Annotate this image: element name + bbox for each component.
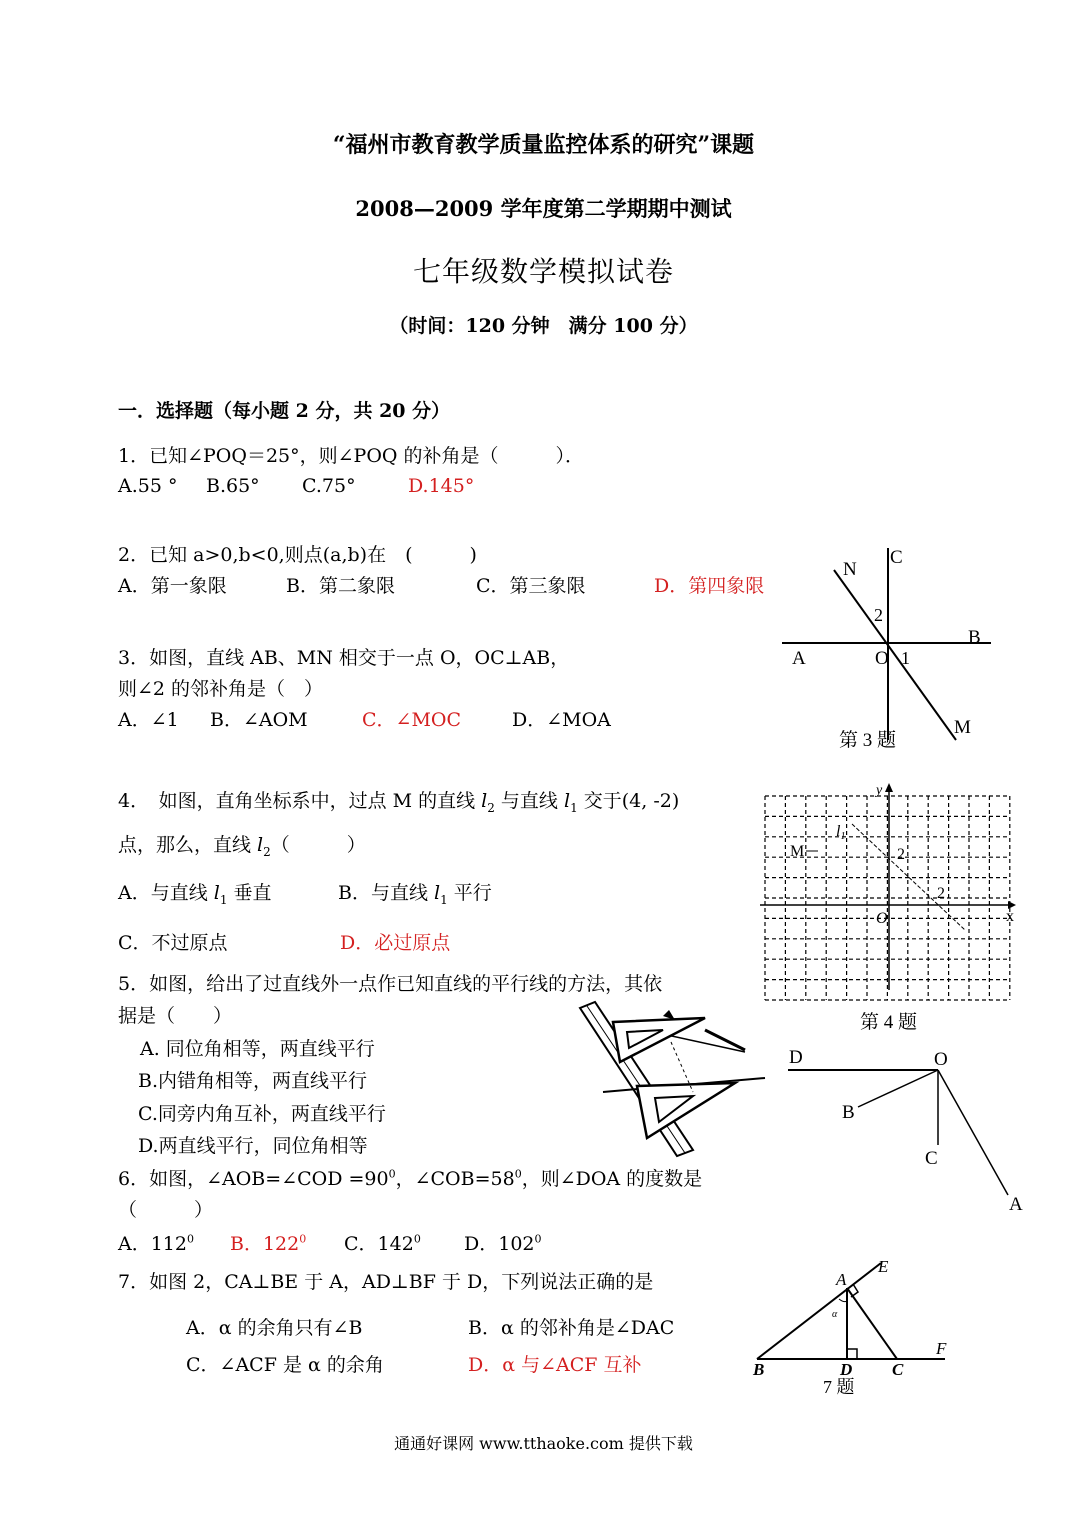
q6-option-text: C．142: [344, 1233, 414, 1255]
label-f: F: [936, 1339, 947, 1358]
q4-l2-sub: 2: [263, 844, 271, 859]
q4-text: B．与直线: [338, 882, 435, 904]
ray-ob: [858, 1070, 938, 1107]
q4-text: 点，那么，直线: [118, 834, 258, 856]
q7-caption: 7 题: [823, 1377, 855, 1397]
q2-option-b: B．第二象限: [286, 575, 395, 597]
q2-stem: 2．已知 a>0,b<0,则点(a,b)在 ( ): [118, 544, 477, 566]
q6-stem-line2: （ ）: [118, 1199, 214, 1221]
q4-text: 交于(4, -2): [577, 790, 680, 812]
right-angle-d: [847, 1349, 857, 1359]
q2-options: [118, 571, 764, 598]
q7-figure: [745, 1255, 955, 1400]
q4-text: A．与直线: [118, 882, 214, 904]
q4-l1: l: [434, 882, 441, 904]
q1-stem: 1．已知∠POQ＝25°，则∠POQ 的补角是（ ）．: [118, 445, 585, 467]
label-origin: O: [876, 910, 888, 927]
q4-l2-sub: 2: [487, 800, 495, 815]
label-l1: [836, 823, 845, 842]
label-x: x: [1006, 908, 1014, 925]
ray-oa: [938, 1070, 1008, 1195]
label-l1-sub: 1: [840, 831, 846, 842]
grid: [765, 796, 1010, 1000]
label-c: C: [892, 1360, 904, 1379]
label-d: D: [840, 1360, 853, 1379]
q6-option-text: D．102: [464, 1233, 535, 1255]
label-angle-2: 2: [874, 605, 883, 625]
q7-option-d: D．α 与∠ACF 互补: [468, 1354, 642, 1376]
label-b: B: [842, 1102, 855, 1123]
q3-stem-line1: 3．如图，直线 AB、MN 相交于一点 O，OC⊥AB，: [118, 647, 570, 669]
q5-option-d: D.两直线平行，同位角相等: [138, 1135, 368, 1157]
q4-text: 平行: [447, 882, 492, 904]
label-o: O: [934, 1049, 948, 1070]
label-l1-text: l: [836, 823, 841, 840]
q7-option-c: C．∠ACF 是 α 的余角: [186, 1354, 384, 1376]
q7-stem: 7．如图 2，CA⊥BE 于 A，AD⊥BF 于 D，下列说法正确的是: [118, 1271, 654, 1293]
q6-option-a: [118, 1229, 230, 1256]
q6-option-text: B．122: [230, 1233, 300, 1255]
q4-l2: l: [481, 790, 488, 812]
q5-option-c: C.同旁内角互补，两直线平行: [138, 1103, 386, 1125]
q3-option-c: C．∠MOC: [362, 709, 462, 731]
q3-option-d: D．∠MOA: [512, 709, 611, 731]
q6-options: [118, 1229, 542, 1256]
label-c: C: [890, 547, 903, 568]
q6-option-d: [464, 1229, 542, 1256]
q4-l1: l: [213, 882, 220, 904]
label-m: M: [954, 717, 971, 738]
label-a: A: [792, 648, 806, 669]
degree-sup: 0: [534, 1232, 542, 1246]
q6-text: 6．如图，∠AOB=∠COD =90: [118, 1168, 389, 1190]
y-arrow-icon: [885, 783, 893, 792]
label-x-2: 2: [937, 885, 945, 902]
header-line2: 2008—2009 学年度第二学期期中测试: [355, 196, 732, 221]
q3-option-a: A．∠1: [118, 709, 179, 731]
label-d: D: [789, 1047, 803, 1068]
q4-figure: [760, 780, 1025, 1040]
q4-l1: l: [563, 790, 571, 812]
q5-figure: [575, 1000, 770, 1160]
degree-sup: 0: [187, 1232, 194, 1246]
q5-stem-line2: 据是（ ）: [118, 1005, 233, 1027]
q3-options: [118, 705, 611, 732]
label-y-2: 2: [897, 846, 905, 863]
q3-caption: 第 3 题: [839, 730, 897, 751]
q5-option-b: B.内错角相等，两直线平行: [138, 1070, 368, 1092]
q4-text: 4． 如图，直角坐标系中，过点 M 的直线: [118, 790, 482, 812]
q4-option-a: [118, 878, 338, 907]
q4-l2: l: [257, 834, 264, 856]
q4-caption: 第 4 题: [860, 1012, 918, 1033]
label-a: A: [1009, 1194, 1023, 1215]
label-alpha: α: [832, 1309, 838, 1320]
q4-text: 与直线: [494, 790, 564, 812]
q2-option-a: A．第一象限: [118, 575, 227, 597]
q4-text: （ ）: [270, 834, 366, 856]
q4-l1-sub: 1: [440, 892, 448, 907]
q7-option-a: A．α 的余角只有∠B: [186, 1317, 363, 1339]
q4-l1-sub: 1: [570, 800, 578, 815]
label-c: C: [925, 1148, 938, 1169]
q3-figure: [775, 540, 1005, 755]
q4-stem-line2: [118, 830, 366, 859]
degree-sup: 0: [413, 1232, 421, 1246]
q1-option-d: D.145°: [408, 475, 475, 497]
q6-text: ，则∠DOA 的度数是: [521, 1168, 703, 1190]
q4-option-row1: [118, 878, 492, 907]
label-n: N: [843, 559, 857, 580]
alpha-arc: [839, 1299, 847, 1302]
q6-text: ，∠COB=58: [395, 1168, 515, 1190]
label-b: B: [968, 627, 981, 648]
q4-l1-sub: 1: [219, 892, 228, 907]
q3-option-b: B．∠AOM: [210, 709, 308, 731]
label-m: M: [790, 843, 805, 860]
q4-option-d: D．必过原点: [340, 932, 451, 954]
exam-meta: （时间：120 分钟 满分 100 分）: [389, 315, 698, 337]
line-mn: [834, 570, 956, 740]
q1-options: [118, 475, 474, 497]
label-b: B: [753, 1360, 765, 1379]
degree-sup: 0: [299, 1232, 307, 1246]
q6-stem-line1: [118, 1164, 702, 1191]
q6-figure: [780, 1040, 1035, 1220]
q2-option-d: D．第四象限: [654, 575, 765, 597]
q2-option-c: C．第三象限: [476, 575, 586, 597]
q5-option-a: A. 同位角相等，两直线平行: [140, 1038, 375, 1060]
degree-sup: 0: [514, 1167, 522, 1181]
q3-stem-line2: 则∠2 的邻补角是（ ）: [118, 678, 324, 700]
footer-credit: 通通好课网 www.tthaoke.com 提供下载: [394, 1434, 693, 1453]
header-line1: “福州市教育教学质量监控体系的研究”课题: [332, 132, 755, 158]
q7-option-b: B．α 的邻补角是∠DAC: [468, 1317, 675, 1339]
q1-option-a: A.55 °: [118, 475, 178, 497]
q4-text: 垂直: [227, 882, 272, 904]
page-title: 七年级数学模拟试卷: [412, 255, 674, 288]
q1-option-c: C.75°: [302, 475, 356, 497]
section-title: 一．选择题（每小题 2 分，共 20 分）: [118, 400, 451, 422]
q1-option-b: B.65°: [206, 475, 260, 497]
label-y: y: [876, 783, 883, 798]
q6-option-text: A．112: [118, 1233, 187, 1255]
label-a: A: [836, 1270, 847, 1289]
set-square-bottom: [637, 1083, 735, 1138]
label-o: O: [875, 648, 889, 669]
q4-option-row2: [118, 928, 450, 955]
q6-option-b: [230, 1229, 344, 1256]
q5-stem-line1: 5．如图，给出了过直线外一点作已知直线的平行线的方法，其依: [118, 973, 663, 995]
q4-option-c: C．不过原点: [118, 932, 228, 954]
label-angle-1: 1: [901, 648, 910, 668]
q4-stem-line1: [118, 786, 679, 815]
degree-sup: 0: [388, 1167, 396, 1181]
q4-option-b: [338, 878, 492, 907]
label-e: E: [878, 1257, 889, 1276]
q6-option-c: [344, 1229, 464, 1256]
